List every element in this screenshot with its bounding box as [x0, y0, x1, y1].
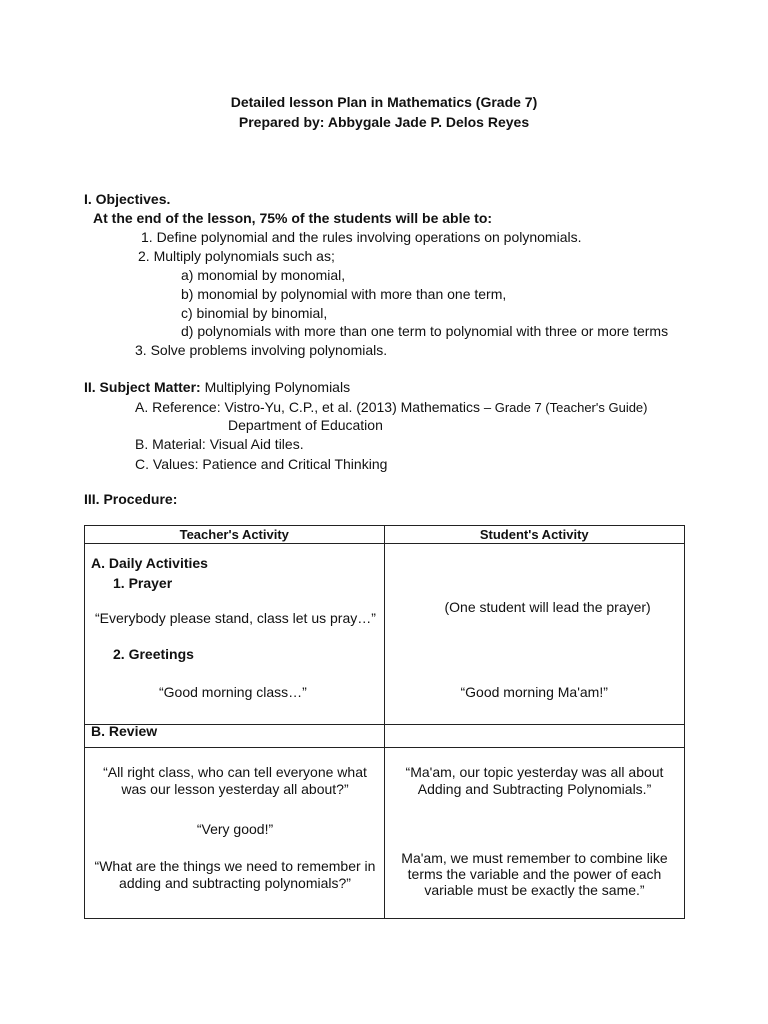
- table-row-review: [85, 748, 685, 919]
- objectives-heading: I. Objectives.: [84, 191, 171, 207]
- material-line: B. Material: Visual Aid tiles.: [135, 436, 304, 452]
- objective-sub-d: d) polynomials with more than one term to polynomial with three or more terms: [181, 323, 669, 339]
- values-line: C. Values: Patience and Critical Thinking: [135, 456, 388, 472]
- greetings-teacher-text: “Good morning class…”: [159, 684, 307, 700]
- teacher-activity-header: Teacher's Activity: [85, 526, 385, 544]
- objectives-intro: At the end of the lesson, 75% of the students will be able to:: [93, 210, 493, 226]
- review-heading-cell: [85, 725, 385, 748]
- objective-item-2: 2. Multiply polynomials such as;: [138, 248, 335, 264]
- prayer-teacher-text: “Everybody please stand, class let us pray…”: [95, 610, 376, 626]
- reference-department: Department of Education: [228, 417, 383, 433]
- prepared-by: Prepared by: Abbygale Jade P. Delos Reyes: [238, 114, 530, 130]
- review-heading: B. Review: [91, 723, 158, 739]
- review-student-answer-1: “Ma'am, our topic yesterday was all about Adding and Subtracting Polynomials.”: [405, 764, 664, 797]
- student-activity-header: Student's Activity: [384, 526, 685, 544]
- daily-teacher-cell: [85, 544, 385, 725]
- table-header-row: [85, 526, 685, 544]
- review-teacher-cell: [85, 748, 385, 919]
- review-teacher-question-2: “What are the things we need to remember in adding and subtracting polynomials?”: [94, 858, 376, 891]
- procedure-heading: III. Procedure:: [84, 491, 178, 507]
- subject-matter-topic: Multiplying Polynomials: [204, 379, 351, 395]
- objective-item-1: 1. Define polynomial and the rules involving operations on polynomials.: [141, 229, 582, 245]
- reference-grade: – Grade 7 (Teacher's Guide): [483, 400, 648, 415]
- subject-matter-heading: II. Subject Matter:: [84, 379, 201, 395]
- procedure-table: [84, 525, 685, 919]
- daily-student-cell: [384, 544, 685, 725]
- review-student-answer-2: Ma'am, we must remember to combine like terms the variable and the power of each variable must be exactly the same.”: [401, 850, 668, 898]
- objective-sub-a: a) monomial by monomial,: [181, 267, 346, 283]
- objective-sub-b: b) monomial by polynomial with more than one term,: [181, 286, 507, 302]
- review-heading-student-cell: [384, 725, 685, 748]
- subject-matter-line: [84, 378, 350, 396]
- reference-line: [135, 398, 648, 417]
- greetings-student-text: “Good morning Ma'am!”: [460, 684, 608, 700]
- review-teacher-question-1: “All right class, who can tell everyone what was our lesson yesterday all about?”: [103, 764, 367, 797]
- prayer-student-text: (One student will lead the prayer): [444, 599, 651, 615]
- review-student-cell: [384, 748, 685, 919]
- table-row-daily-activities: [85, 544, 685, 725]
- table-row-review-heading: [85, 725, 685, 748]
- review-teacher-praise: “Very good!”: [196, 821, 274, 837]
- objective-item-3: 3. Solve problems involving polynomials.: [135, 342, 388, 358]
- daily-activities-heading: A. Daily Activities: [91, 555, 208, 571]
- reference-text: A. Reference: Vistro-Yu, C.P., et al. (2013) Mathematics: [135, 399, 480, 415]
- document-title: Detailed lesson Plan in Mathematics (Grade 7): [230, 94, 538, 110]
- objective-sub-c: c) binomial by binomial,: [181, 305, 328, 321]
- greetings-heading: 2. Greetings: [113, 646, 194, 662]
- prayer-heading: 1. Prayer: [113, 575, 173, 591]
